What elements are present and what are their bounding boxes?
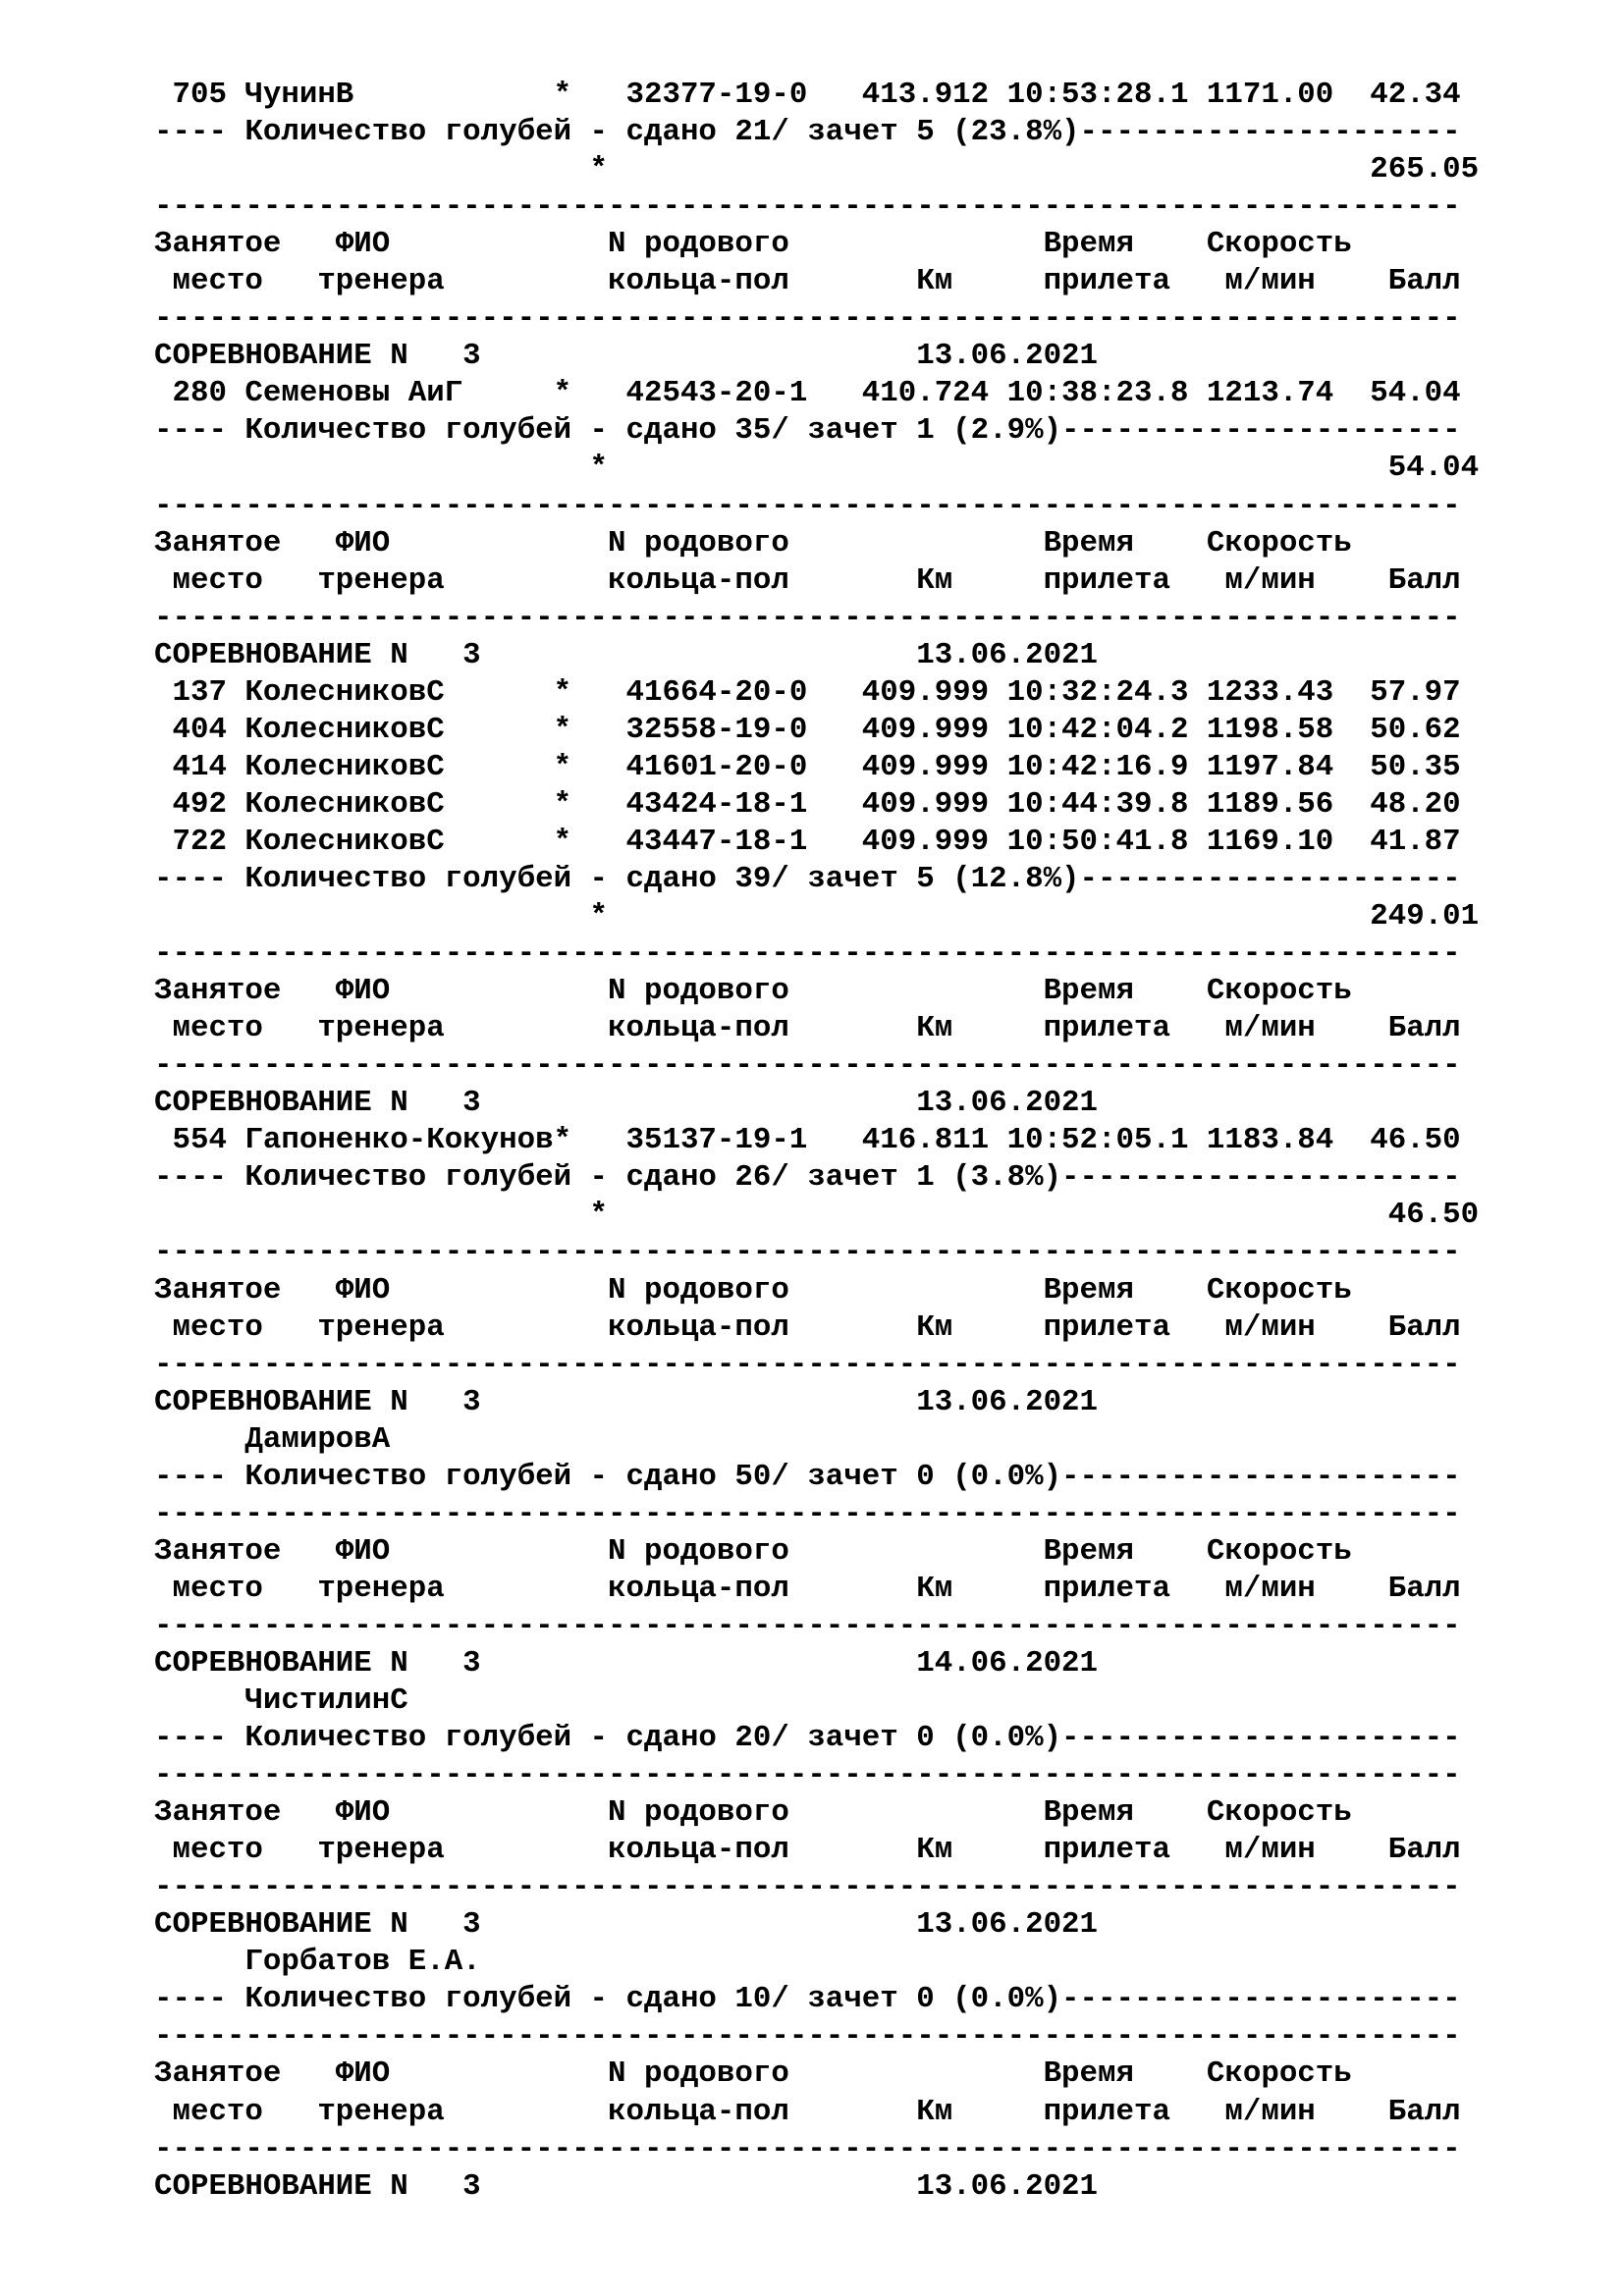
results-printout <box>154 77 1588 2206</box>
summary-line: ---- Количество голубей - сдано 39/ зачет 5 (12.8%)--------------------- <box>154 861 1461 896</box>
column-header: место тренера кольца-пол Км прилета м/мин Балл <box>154 1011 1461 1046</box>
total-points-line: * 54.04 <box>154 451 1480 486</box>
divider-line: ------------------------------------------------------------------------ <box>154 1870 1461 1905</box>
competition-header: СОРЕВНОВАНИЕ N 3 14.06.2021 <box>154 1645 1099 1681</box>
column-header: место тренера кольца-пол Км прилета м/мин Балл <box>154 1309 1461 1345</box>
divider-line: ------------------------------------------------------------------------ <box>154 2019 1461 2055</box>
competition-header: СОРЕВНОВАНИЕ N 3 13.06.2021 <box>154 1384 1099 1419</box>
competition-header: СОРЕВНОВАНИЕ N 3 13.06.2021 <box>154 1907 1099 1943</box>
result-row: 414 КолесниковС * 41601-20-0 409.999 10:42:16.9 1197.84 50.35 <box>154 749 1461 784</box>
column-header: Занятое ФИО N родового Время Скорость <box>154 1795 1352 1831</box>
total-points-line: * 265.05 <box>154 152 1480 187</box>
summary-line: ---- Количество голубей - сдано 10/ зачет 0 (0.0%)---------------------- <box>154 1982 1461 2017</box>
divider-line: ------------------------------------------------------------------------ <box>154 600 1461 635</box>
summary-line: ---- Количество голубей - сдано 26/ зачет 1 (3.8%)---------------------- <box>154 1160 1461 1196</box>
divider-line: ------------------------------------------------------------------------ <box>154 488 1461 523</box>
divider-line: ------------------------------------------------------------------------ <box>154 1048 1461 1084</box>
divider-line: ------------------------------------------------------------------------ <box>154 1235 1461 1270</box>
competition-header: СОРЕВНОВАНИЕ N 3 13.06.2021 <box>154 339 1099 374</box>
result-row: 554 Гапоненко-Кокунов* 35137-19-1 416.811 10:52:05.1 1183.84 46.50 <box>154 1123 1461 1158</box>
column-header: Занятое ФИО N родового Время Скорость <box>154 1533 1352 1569</box>
column-header: Занятое ФИО N родового Время Скорость <box>154 1272 1352 1308</box>
result-row: 722 КолесниковС * 43447-18-1 409.999 10:50:41.8 1169.10 41.87 <box>154 824 1461 859</box>
divider-line: ------------------------------------------------------------------------ <box>154 301 1461 337</box>
competition-header: СОРЕВНОВАНИЕ N 3 13.06.2021 <box>154 2168 1099 2204</box>
result-row: 492 КолесниковС * 43424-18-1 409.999 10:44:39.8 1189.56 48.20 <box>154 786 1461 822</box>
column-header: место тренера кольца-пол Км прилета м/мин Балл <box>154 264 1461 299</box>
divider-line: ------------------------------------------------------------------------ <box>154 1496 1461 1531</box>
result-row: 404 КолесниковС * 32558-19-0 409.999 10:42:04.2 1198.58 50.62 <box>154 712 1461 747</box>
column-header: Занятое ФИО N родового Время Скорость <box>154 974 1352 1009</box>
divider-line: ------------------------------------------------------------------------ <box>154 1758 1461 1793</box>
competition-header: СОРЕВНОВАНИЕ N 3 13.06.2021 <box>154 1086 1099 1121</box>
divider-line: ------------------------------------------------------------------------ <box>154 1347 1461 1382</box>
participant-name: Горбатов Е.А. <box>154 1945 481 1980</box>
participant-name: ДамировА <box>154 1421 391 1457</box>
column-header: место тренера кольца-пол Км прилета м/мин Балл <box>154 1571 1461 1606</box>
column-header: Занятое ФИО N родового Время Скорость <box>154 525 1352 561</box>
column-header: место тренера кольца-пол Км прилета м/мин Балл <box>154 2094 1461 2129</box>
divider-line: ------------------------------------------------------------------------ <box>154 936 1461 972</box>
column-header: Занятое ФИО N родового Время Скорость <box>154 2056 1352 2092</box>
summary-line: ---- Количество голубей - сдано 35/ зачет 1 (2.9%)---------------------- <box>154 413 1461 449</box>
column-header: место тренера кольца-пол Км прилета м/мин Балл <box>154 1833 1461 1868</box>
summary-line: ---- Количество голубей - сдано 20/ зачет 0 (0.0%)---------------------- <box>154 1721 1461 1756</box>
competition-header: СОРЕВНОВАНИЕ N 3 13.06.2021 <box>154 637 1099 672</box>
divider-line: ------------------------------------------------------------------------ <box>154 1608 1461 1643</box>
total-points-line: * 249.01 <box>154 899 1480 934</box>
result-row: 137 КолесниковС * 41664-20-0 409.999 10:32:24.3 1233.43 57.97 <box>154 674 1461 710</box>
column-header: Занятое ФИО N родового Время Скорость <box>154 227 1352 262</box>
column-header: место тренера кольца-пол Км прилета м/мин Балл <box>154 562 1461 598</box>
summary-line: ---- Количество голубей - сдано 50/ зачет 0 (0.0%)---------------------- <box>154 1459 1461 1494</box>
divider-line: ------------------------------------------------------------------------ <box>154 189 1461 225</box>
result-row: 280 Семеновы АиГ * 42543-20-1 410.724 10:38:23.8 1213.74 54.04 <box>154 376 1461 411</box>
divider-line: ------------------------------------------------------------------------ <box>154 2131 1461 2166</box>
summary-line: ---- Количество голубей - сдано 21/ зачет 5 (23.8%)--------------------- <box>154 115 1461 150</box>
result-row: 705 ЧунинВ * 32377-19-0 413.912 10:53:28.1 1171.00 42.34 <box>154 78 1461 112</box>
participant-name: ЧистилинС <box>154 1683 408 1719</box>
total-points-line: * 46.50 <box>154 1198 1480 1233</box>
